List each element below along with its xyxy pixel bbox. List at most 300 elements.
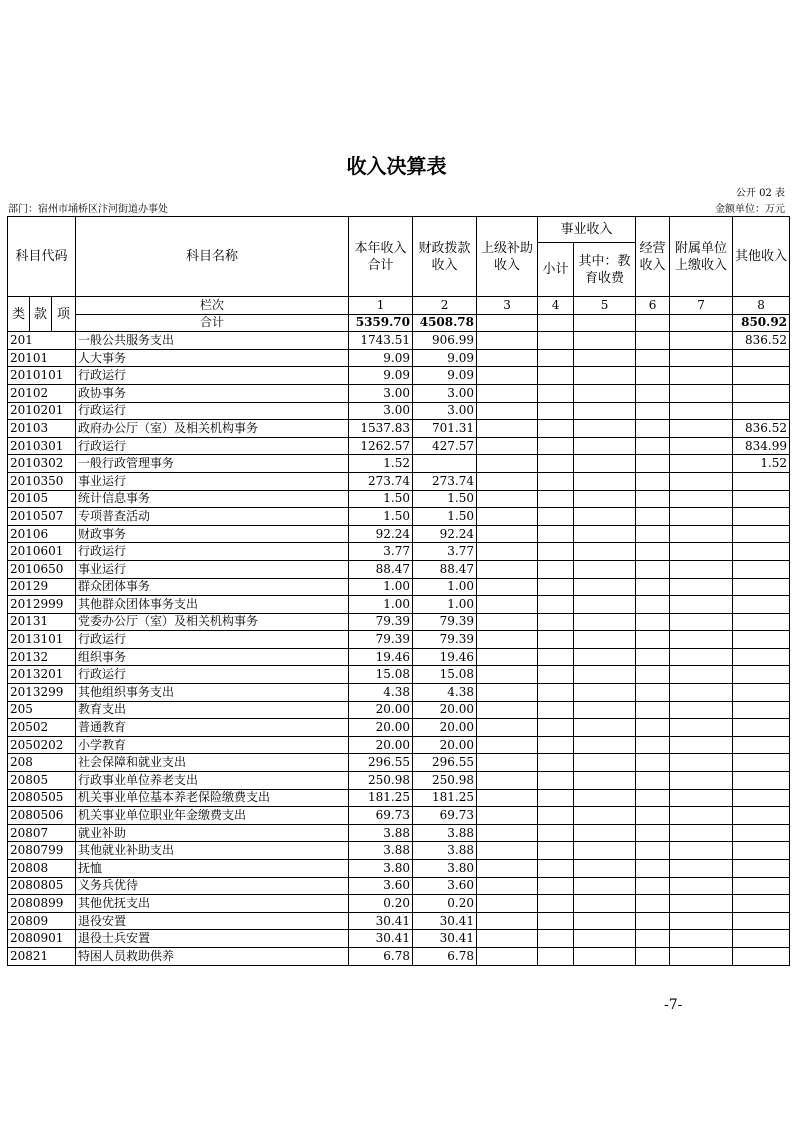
row-other: [733, 789, 790, 807]
empty-cell: [477, 684, 538, 702]
empty-cell: [636, 842, 670, 860]
empty-cell: [670, 807, 733, 825]
row-other: [733, 543, 790, 561]
empty-cell: [670, 719, 733, 737]
table-row: [8, 684, 790, 702]
row-code: 2010507: [8, 508, 76, 526]
row-fiscal: 1.00: [413, 596, 477, 614]
row-fiscal: 3.00: [413, 402, 477, 420]
table-row: [8, 648, 790, 666]
table-row: [8, 719, 790, 737]
row-other: [733, 613, 790, 631]
row-fiscal: 3.00: [413, 384, 477, 402]
row-code: 201: [8, 332, 76, 350]
row-other: [733, 684, 790, 702]
header-total: 本年收入合计: [349, 217, 413, 297]
row-other: [733, 912, 790, 930]
row-total: 15.08: [349, 666, 413, 684]
row-name: 机关事业单位基本养老保险缴费支出: [76, 789, 349, 807]
empty-cell: [538, 367, 574, 385]
table-row: [8, 824, 790, 842]
row-name: 小学教育: [76, 736, 349, 754]
empty-cell: [477, 789, 538, 807]
row-code: 20106: [8, 525, 76, 543]
empty-cell: [477, 842, 538, 860]
empty-cell: [574, 596, 636, 614]
header-subtotal: 小计: [538, 243, 574, 297]
row-code: 20821: [8, 947, 76, 965]
row-code: 20101: [8, 349, 76, 367]
row-name: 机关事业单位职业年金缴费支出: [76, 807, 349, 825]
empty-cell: [670, 860, 733, 878]
empty-cell: [670, 824, 733, 842]
empty-cell: [670, 736, 733, 754]
empty-cell: [574, 560, 636, 578]
empty-cell: [477, 508, 538, 526]
empty-cell: [670, 437, 733, 455]
row-fiscal: 15.08: [413, 666, 477, 684]
row-total: 20.00: [349, 719, 413, 737]
empty-cell: [477, 877, 538, 895]
empty-cell: [538, 930, 574, 948]
table-row: [8, 578, 790, 596]
table-row: [8, 912, 790, 930]
empty-cell: [574, 472, 636, 490]
empty-cell: [636, 578, 670, 596]
empty-cell: [538, 719, 574, 737]
empty-cell: [636, 349, 670, 367]
row-total: 3.00: [349, 384, 413, 402]
header-edu: 其中：教育收费: [574, 243, 636, 297]
empty-cell: [636, 525, 670, 543]
header-upper: 上级补助收入: [477, 217, 538, 297]
row-other: [733, 525, 790, 543]
header-fiscal: 财政拨款收入: [413, 217, 477, 297]
empty-cell: [636, 772, 670, 790]
empty-cell: [574, 631, 636, 649]
row-name: 社会保障和就业支出: [76, 754, 349, 772]
row-fiscal: 250.98: [413, 772, 477, 790]
row-other: 1.52: [733, 455, 790, 473]
empty-cell: [670, 596, 733, 614]
row-code: 20105: [8, 490, 76, 508]
empty-cell: [636, 560, 670, 578]
header-other: 其他收入: [733, 217, 790, 297]
empty-cell: [574, 736, 636, 754]
row-code: 2013299: [8, 684, 76, 702]
empty-cell: [477, 578, 538, 596]
row-code: 2010601: [8, 543, 76, 561]
empty-cell: [538, 807, 574, 825]
empty-cell: [636, 648, 670, 666]
empty-cell: [574, 455, 636, 473]
col-num: 8: [733, 297, 790, 315]
empty-cell: [670, 648, 733, 666]
table-row: [8, 437, 790, 455]
empty-cell: [670, 684, 733, 702]
row-code: 2010201: [8, 402, 76, 420]
row-fiscal: [413, 455, 477, 473]
table-row: [8, 754, 790, 772]
empty-cell: [538, 543, 574, 561]
row-name: 群众团体事务: [76, 578, 349, 596]
row-total: 181.25: [349, 789, 413, 807]
empty-cell: [636, 930, 670, 948]
row-code: 2010302: [8, 455, 76, 473]
row-total: 30.41: [349, 930, 413, 948]
row-code: 2010301: [8, 437, 76, 455]
empty-cell: [574, 367, 636, 385]
row-other: [733, 947, 790, 965]
empty-cell: [538, 402, 574, 420]
empty-cell: [574, 490, 636, 508]
table-row: [8, 807, 790, 825]
row-name: 行政事业单位养老支出: [76, 772, 349, 790]
empty-cell: [636, 947, 670, 965]
col-num: 3: [477, 297, 538, 315]
table-row: [8, 420, 790, 438]
empty-cell: [670, 384, 733, 402]
row-code: 2013101: [8, 631, 76, 649]
lanci-label: 栏次: [76, 297, 349, 315]
row-code: 2010350: [8, 472, 76, 490]
row-code: 20131: [8, 613, 76, 631]
empty-cell: [670, 508, 733, 526]
table-row: [8, 402, 790, 420]
empty-cell: [477, 736, 538, 754]
empty-cell: [538, 472, 574, 490]
empty-cell: [477, 367, 538, 385]
row-other: [733, 349, 790, 367]
empty-cell: [574, 684, 636, 702]
row-other: [733, 719, 790, 737]
table-row: [8, 367, 790, 385]
empty-cell: [574, 384, 636, 402]
header-xiang: 项: [52, 297, 76, 332]
row-other: [733, 842, 790, 860]
row-name: 其他群众团体事务支出: [76, 596, 349, 614]
row-other: [733, 701, 790, 719]
empty-cell: [477, 437, 538, 455]
empty-cell: [477, 631, 538, 649]
table-row: [8, 490, 790, 508]
empty-cell: [477, 895, 538, 913]
row-other: [733, 754, 790, 772]
empty-cell: [477, 754, 538, 772]
table-row: [8, 666, 790, 684]
empty-cell: [636, 877, 670, 895]
row-fiscal: 9.09: [413, 367, 477, 385]
empty-cell: [538, 455, 574, 473]
row-total: 1537.83: [349, 420, 413, 438]
row-code: 2010101: [8, 367, 76, 385]
row-fiscal: 3.88: [413, 842, 477, 860]
empty-cell: [538, 648, 574, 666]
empty-cell: [636, 420, 670, 438]
table-row: [8, 472, 790, 490]
row-code: 2080506: [8, 807, 76, 825]
row-code: 2012999: [8, 596, 76, 614]
row-code: 205: [8, 701, 76, 719]
empty-cell: [670, 367, 733, 385]
empty-cell: [636, 895, 670, 913]
row-name: 统计信息事务: [76, 490, 349, 508]
table-row: [8, 455, 790, 473]
empty-cell: [574, 807, 636, 825]
empty-cell: [538, 508, 574, 526]
row-name: 行政运行: [76, 367, 349, 385]
empty-cell: [670, 895, 733, 913]
empty-cell: [670, 543, 733, 561]
table-row: [8, 895, 790, 913]
row-fiscal: 273.74: [413, 472, 477, 490]
row-name: 事业运行: [76, 560, 349, 578]
empty-cell: [670, 631, 733, 649]
col-num: 1: [349, 297, 413, 315]
row-fiscal: 701.31: [413, 420, 477, 438]
row-fiscal: 3.80: [413, 860, 477, 878]
empty-cell: [538, 736, 574, 754]
empty-cell: [574, 772, 636, 790]
row-code: 20132: [8, 648, 76, 666]
empty-cell: [538, 684, 574, 702]
row-fiscal: 427.57: [413, 437, 477, 455]
row-other: [733, 666, 790, 684]
empty-cell: [574, 719, 636, 737]
row-other: [733, 807, 790, 825]
empty-cell: [477, 349, 538, 367]
row-fiscal: 79.39: [413, 631, 477, 649]
row-name: 其他优抚支出: [76, 895, 349, 913]
row-name: 财政事务: [76, 525, 349, 543]
empty-cell: [574, 543, 636, 561]
row-other: [733, 930, 790, 948]
row-fiscal: 30.41: [413, 912, 477, 930]
row-other: [733, 877, 790, 895]
row-other: [733, 860, 790, 878]
row-other: 836.52: [733, 420, 790, 438]
income-table: [7, 216, 790, 966]
empty-cell: [636, 912, 670, 930]
empty-cell: [574, 666, 636, 684]
empty-cell: [636, 367, 670, 385]
total-fiscal: 4508.78: [413, 314, 477, 332]
row-name: 组织事务: [76, 648, 349, 666]
row-fiscal: 3.77: [413, 543, 477, 561]
empty-cell: [538, 490, 574, 508]
row-fiscal: 1.50: [413, 508, 477, 526]
empty-cell: [670, 349, 733, 367]
empty-cell: [574, 912, 636, 930]
row-fiscal: 20.00: [413, 736, 477, 754]
empty-cell: [538, 947, 574, 965]
empty-cell: [670, 789, 733, 807]
row-total: 69.73: [349, 807, 413, 825]
empty-cell: [636, 824, 670, 842]
row-code: 20808: [8, 860, 76, 878]
header-kuan: 款: [30, 297, 52, 332]
empty-cell: [670, 455, 733, 473]
row-total: 273.74: [349, 472, 413, 490]
row-total: 0.20: [349, 895, 413, 913]
empty-cell: [670, 525, 733, 543]
empty-cell: [477, 560, 538, 578]
col-num: 6: [636, 297, 670, 315]
row-code: 20502: [8, 719, 76, 737]
empty-cell: [636, 384, 670, 402]
empty-cell: [477, 912, 538, 930]
table-row: [8, 930, 790, 948]
empty-cell: [538, 560, 574, 578]
col-num: 7: [670, 297, 733, 315]
row-total: 250.98: [349, 772, 413, 790]
row-code: 20805: [8, 772, 76, 790]
empty-cell: [574, 402, 636, 420]
empty-cell: [538, 860, 574, 878]
row-name: 一般公共服务支出: [76, 332, 349, 350]
row-total: 30.41: [349, 912, 413, 930]
row-name: 抚恤: [76, 860, 349, 878]
empty-cell: [670, 754, 733, 772]
empty-cell: [538, 895, 574, 913]
row-code: 20103: [8, 420, 76, 438]
empty-cell: [636, 437, 670, 455]
empty-cell: [670, 402, 733, 420]
total-label: 合计: [76, 314, 349, 332]
row-fiscal: 92.24: [413, 525, 477, 543]
row-code: 2080799: [8, 842, 76, 860]
row-other: [733, 578, 790, 596]
row-name: 特困人员救助供养: [76, 947, 349, 965]
row-code: 2080805: [8, 877, 76, 895]
table-row: [8, 860, 790, 878]
row-fiscal: 79.39: [413, 613, 477, 631]
table-row: [8, 877, 790, 895]
empty-cell: [538, 842, 574, 860]
row-name: 专项普查活动: [76, 508, 349, 526]
row-code: 2080899: [8, 895, 76, 913]
row-other: [733, 772, 790, 790]
empty-cell: [636, 631, 670, 649]
row-other: 834.99: [733, 437, 790, 455]
row-fiscal: 1.50: [413, 490, 477, 508]
empty-cell: [670, 613, 733, 631]
table-row: [8, 543, 790, 561]
row-total: 6.78: [349, 947, 413, 965]
col-num: 2: [413, 297, 477, 315]
empty-cell: [636, 860, 670, 878]
row-fiscal: 3.88: [413, 824, 477, 842]
empty-cell: [477, 701, 538, 719]
row-name: 行政运行: [76, 543, 349, 561]
row-total: 79.39: [349, 613, 413, 631]
empty-cell: [636, 332, 670, 350]
row-fiscal: 3.60: [413, 877, 477, 895]
empty-cell: [538, 912, 574, 930]
empty-cell: [636, 719, 670, 737]
empty-cell: [538, 666, 574, 684]
row-total: 9.09: [349, 349, 413, 367]
row-name: 一般行政管理事务: [76, 455, 349, 473]
row-total: 19.46: [349, 648, 413, 666]
row-name: 行政运行: [76, 402, 349, 420]
empty-cell: [538, 631, 574, 649]
row-other: 836.52: [733, 332, 790, 350]
empty-cell: [477, 543, 538, 561]
row-other: [733, 631, 790, 649]
row-total: 1.50: [349, 508, 413, 526]
row-name: 义务兵优待: [76, 877, 349, 895]
row-fiscal: 88.47: [413, 560, 477, 578]
table-row: [8, 842, 790, 860]
row-fiscal: 296.55: [413, 754, 477, 772]
row-total: 4.38: [349, 684, 413, 702]
row-code: 2050202: [8, 736, 76, 754]
row-code: 2010650: [8, 560, 76, 578]
empty-cell: [670, 842, 733, 860]
empty-cell: [636, 455, 670, 473]
row-total: 3.77: [349, 543, 413, 561]
row-name: 教育支出: [76, 701, 349, 719]
row-other: [733, 895, 790, 913]
empty-cell: [574, 578, 636, 596]
empty-cell: [574, 332, 636, 350]
total-other: 850.92: [733, 314, 790, 332]
row-name: 退役安置: [76, 912, 349, 930]
row-fiscal: 4.38: [413, 684, 477, 702]
row-fiscal: 9.09: [413, 349, 477, 367]
table-row: [8, 525, 790, 543]
row-total: 9.09: [349, 367, 413, 385]
empty-cell: [636, 613, 670, 631]
empty-cell: [636, 596, 670, 614]
row-other: [733, 824, 790, 842]
empty-cell: [574, 754, 636, 772]
empty-cell: [477, 384, 538, 402]
row-code: 208: [8, 754, 76, 772]
empty-cell: [477, 824, 538, 842]
row-name: 党委办公厅（室）及相关机构事务: [76, 613, 349, 631]
row-fiscal: 1.00: [413, 578, 477, 596]
empty-cell: [477, 772, 538, 790]
row-total: 20.00: [349, 701, 413, 719]
row-code: 20102: [8, 384, 76, 402]
empty-cell: [477, 402, 538, 420]
row-name: 人大事务: [76, 349, 349, 367]
empty-cell: [670, 772, 733, 790]
table-row: [8, 789, 790, 807]
empty-cell: [636, 508, 670, 526]
table-row: [8, 596, 790, 614]
empty-cell: [574, 860, 636, 878]
empty-cell: [538, 877, 574, 895]
row-name: 政府办公厅（室）及相关机构事务: [76, 420, 349, 438]
row-name: 普通教育: [76, 719, 349, 737]
empty-cell: [538, 824, 574, 842]
empty-cell: [636, 666, 670, 684]
empty-cell: [574, 349, 636, 367]
empty-cell: [574, 701, 636, 719]
row-name: 政协事务: [76, 384, 349, 402]
row-other: [733, 596, 790, 614]
empty-cell: [636, 543, 670, 561]
row-code: 20129: [8, 578, 76, 596]
row-name: 其他组织事务支出: [76, 684, 349, 702]
empty-cell: [538, 613, 574, 631]
empty-cell: [636, 684, 670, 702]
row-other: [733, 648, 790, 666]
empty-cell: [574, 420, 636, 438]
